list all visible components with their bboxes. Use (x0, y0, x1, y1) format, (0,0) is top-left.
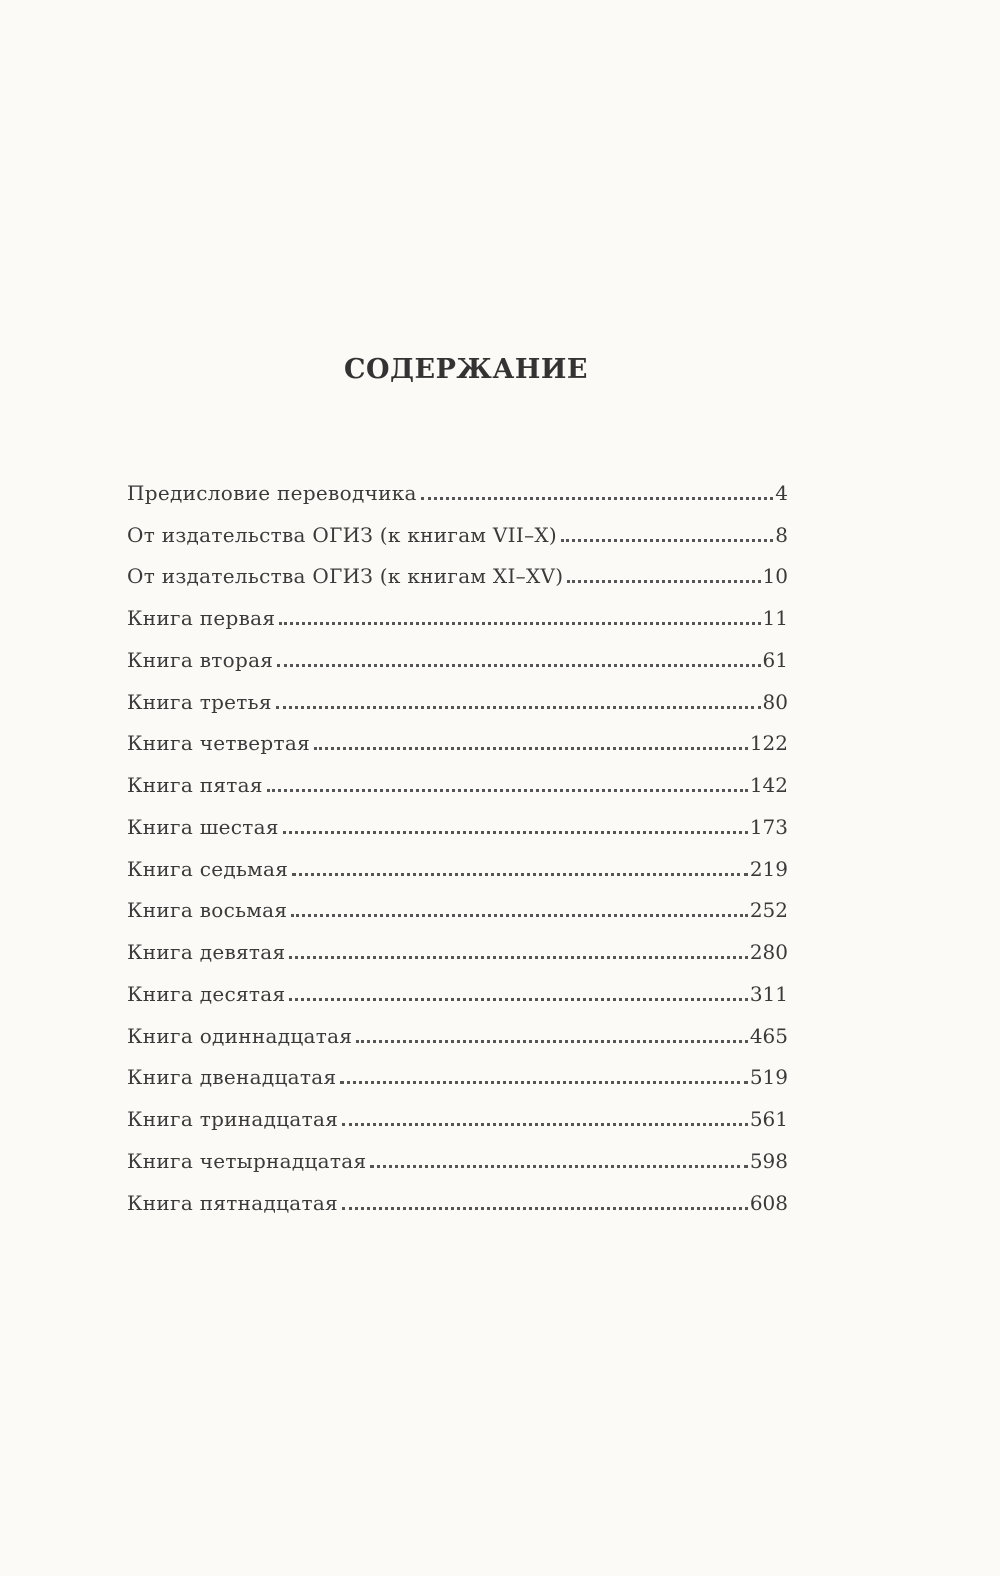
toc-entry-page: 598 (749, 1148, 788, 1173)
toc-entry-label: Книга одиннадцатая (127, 1023, 353, 1048)
dot-leader (291, 914, 748, 917)
toc-entry-label: Книга пятнадцатая (127, 1190, 338, 1215)
dot-leader (289, 998, 747, 1001)
toc-entry-page: 61 (762, 647, 788, 672)
dot-leader (340, 1081, 747, 1084)
dot-leader (342, 1123, 748, 1126)
toc-entry-label: Книга третья (127, 689, 272, 714)
toc-entry-book-5[interactable] (127, 767, 788, 809)
toc-entry-page: 252 (749, 898, 788, 923)
toc-entry-book-3[interactable] (127, 684, 788, 726)
toc-entry-page: 173 (749, 814, 788, 839)
toc-entry-page: 4 (775, 480, 788, 505)
toc-entry-page: 280 (749, 940, 788, 964)
dot-leader (567, 580, 760, 583)
toc-entry-book-13[interactable] (127, 1101, 788, 1143)
toc-entry-page: 122 (749, 731, 788, 756)
toc-entry-label: Книга двенадцатая (127, 1065, 337, 1090)
toc-entry-book-2[interactable] (127, 642, 788, 684)
toc-entry-label: Книга четырнадцатая (127, 1148, 367, 1173)
toc-entry-label: От издательства ОГИЗ (к книгам VII–X) (127, 522, 558, 547)
toc-entry-label: Книга первая (127, 606, 276, 630)
toc-entry-publisher-note-vii-x[interactable] (127, 517, 788, 559)
toc-entry-preface[interactable] (127, 475, 788, 517)
toc-entry-label: Книга четвертая (127, 731, 311, 756)
toc-entry-book-14[interactable] (127, 1143, 788, 1185)
toc-entry-page: 465 (749, 1023, 788, 1048)
dot-leader (267, 789, 748, 792)
toc-entry-book-15[interactable] (127, 1185, 788, 1227)
toc-entry-book-6[interactable] (127, 809, 788, 851)
dot-leader (289, 956, 747, 959)
dot-leader (421, 497, 774, 500)
toc-entry-label: Книга тринадцатая (127, 1107, 339, 1131)
toc-entry-label: Книга вторая (127, 647, 274, 672)
toc-entry-label: Книга девятая (127, 940, 286, 964)
toc-entry-book-12[interactable] (127, 1060, 788, 1102)
table-of-contents (127, 475, 788, 1227)
toc-entry-label: Предисловие переводчика (127, 480, 417, 505)
dot-leader (342, 1207, 748, 1210)
toc-entry-page: 219 (749, 856, 788, 881)
toc-entry-book-8[interactable] (127, 893, 788, 935)
toc-entry-label: Книга седьмая (127, 856, 289, 881)
toc-entry-book-1[interactable] (127, 600, 788, 642)
toc-entry-page: 561 (749, 1107, 788, 1131)
dot-leader (276, 706, 761, 709)
toc-entry-book-11[interactable] (127, 1018, 788, 1060)
dot-leader (314, 747, 748, 750)
toc-entry-label: Книга восьмая (127, 898, 288, 923)
toc-entry-book-10[interactable] (127, 976, 788, 1018)
dot-leader (283, 831, 748, 834)
page-title: СОДЕРЖАНИЕ (344, 354, 588, 386)
dot-leader (370, 1165, 747, 1168)
toc-entry-book-7[interactable] (127, 851, 788, 893)
toc-entry-page: 311 (749, 981, 788, 1006)
dot-leader (356, 1040, 748, 1043)
dot-leader (561, 539, 773, 542)
toc-entry-page: 142 (749, 773, 788, 797)
toc-entry-label: Книга шестая (127, 814, 279, 839)
dot-leader (279, 622, 760, 625)
toc-entry-publisher-note-xi-xv[interactable] (127, 559, 788, 601)
toc-entry-label: От издательства ОГИЗ (к книгам XI–XV) (127, 564, 564, 589)
toc-entry-label: Книга пятая (127, 773, 263, 797)
toc-entry-page: 8 (775, 522, 788, 547)
dot-leader (277, 664, 760, 667)
toc-entry-page: 80 (762, 689, 788, 714)
toc-entry-page: 10 (762, 564, 788, 589)
toc-entry-page: 519 (749, 1065, 788, 1090)
toc-entry-page: 608 (749, 1190, 788, 1215)
toc-entry-label: Книга десятая (127, 981, 286, 1006)
toc-entry-book-4[interactable] (127, 726, 788, 768)
dot-leader (292, 873, 748, 876)
toc-entry-book-9[interactable] (127, 934, 788, 976)
toc-entry-page: 11 (762, 606, 788, 630)
